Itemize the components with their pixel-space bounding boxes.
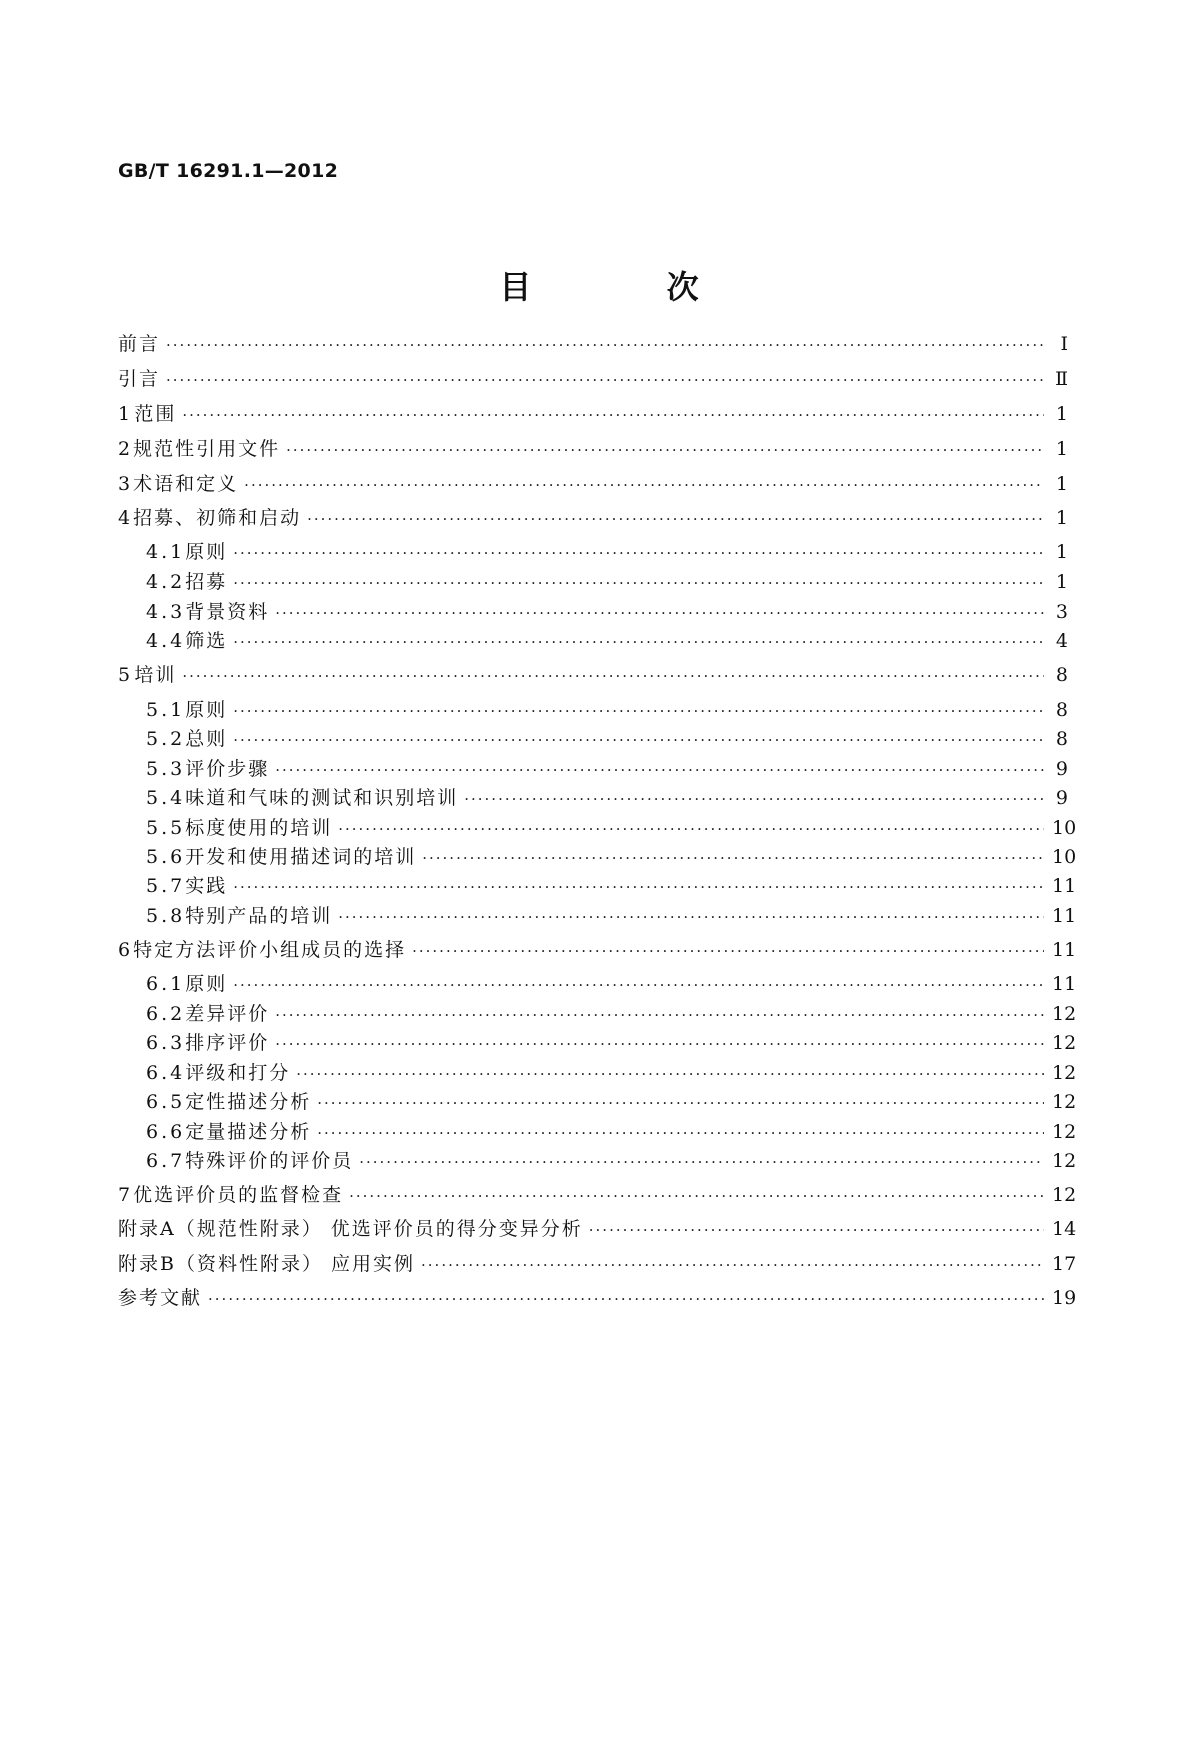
toc-entry[interactable] xyxy=(146,786,1068,811)
toc-entry-title: 引言 xyxy=(118,368,161,390)
toc-entry-page: 12 xyxy=(1052,1003,1077,1025)
dot-leader xyxy=(338,817,1044,841)
dot-leader xyxy=(296,1062,1044,1086)
dot-leader xyxy=(166,333,1044,357)
dot-leader xyxy=(275,1032,1044,1056)
toc-entry-number: 3 xyxy=(118,473,134,495)
toc-entry-title: 特别产品的培训 xyxy=(185,905,333,927)
toc-title: 目 次 xyxy=(499,268,761,306)
toc-entry-number: 6.4 xyxy=(146,1062,186,1084)
toc-entry[interactable] xyxy=(146,1120,1077,1145)
toc-entry-page: 8 xyxy=(1055,699,1068,721)
toc-entry-page: 1 xyxy=(1055,507,1068,529)
toc-entry[interactable] xyxy=(146,629,1068,654)
dot-leader xyxy=(412,939,1044,963)
toc-entry-number: 6.6 xyxy=(146,1121,186,1143)
dot-leader xyxy=(359,1150,1044,1174)
dot-leader xyxy=(589,1218,1044,1242)
toc-entry-title: 筛选 xyxy=(185,630,228,652)
toc-entry-number: 6.2 xyxy=(146,1003,186,1025)
dot-leader xyxy=(166,368,1044,392)
dot-leader xyxy=(208,1287,1044,1311)
toc-entry[interactable] xyxy=(146,570,1068,595)
dot-leader xyxy=(233,630,1044,654)
toc-entry-title: 原则 xyxy=(185,699,228,721)
toc-entry-title: 参考文献 xyxy=(118,1287,203,1309)
toc-entry-title: 味道和气味的测试和识别培训 xyxy=(185,787,459,809)
toc-entry-page: 1 xyxy=(1055,571,1068,593)
toc-entry-page: 12 xyxy=(1052,1121,1077,1143)
toc-entry[interactable] xyxy=(146,540,1068,565)
toc-entry-page: 12 xyxy=(1052,1091,1077,1113)
dot-leader xyxy=(307,507,1044,531)
toc-entry-title: 定量描述分析 xyxy=(185,1121,312,1143)
toc-entry-number: 5.5 xyxy=(146,817,186,839)
dot-leader xyxy=(275,1003,1044,1027)
toc-entry-title: 评级和打分 xyxy=(185,1062,291,1084)
toc-entry-title: 范围 xyxy=(134,403,177,425)
toc-entry-title: 总则 xyxy=(185,728,228,750)
dot-leader xyxy=(421,1253,1044,1277)
toc-entry[interactable] xyxy=(118,437,1068,462)
toc-entry-number: 5.7 xyxy=(146,875,186,897)
toc-entry-number: 6.3 xyxy=(146,1032,186,1054)
dot-leader xyxy=(275,601,1044,625)
toc-entry-number: 6 xyxy=(118,939,134,961)
toc-entry-page: 12 xyxy=(1052,1062,1077,1084)
toc-entry-page: 10 xyxy=(1052,817,1077,839)
toc-entry[interactable] xyxy=(118,1252,1077,1277)
toc-entry-page: 11 xyxy=(1052,939,1077,961)
toc-entry-title: 评价步骤 xyxy=(185,758,270,780)
toc-entry-number: 6.5 xyxy=(146,1091,186,1113)
toc-entry-number: 5.4 xyxy=(146,787,186,809)
toc-entry-title: 差异评价 xyxy=(185,1003,270,1025)
dot-leader xyxy=(233,973,1044,997)
toc-entry-number: 4 xyxy=(118,507,134,529)
toc-entry-page: 12 xyxy=(1052,1184,1077,1206)
toc-entry-number: 2 xyxy=(118,438,134,460)
toc-entry[interactable] xyxy=(146,600,1068,625)
toc-entry-page: Ⅰ xyxy=(1060,333,1068,355)
toc-entry-page: 12 xyxy=(1052,1032,1077,1054)
toc-entry-title: 标度使用的培训 xyxy=(185,817,333,839)
toc-entry-title: 招募 xyxy=(185,571,228,593)
toc-entry[interactable] xyxy=(146,1002,1077,1027)
toc-entry[interactable] xyxy=(118,472,1068,497)
toc-entry-page: 9 xyxy=(1055,787,1068,809)
toc-entry-number: 4.4 xyxy=(146,630,186,652)
toc-entry-number: 5 xyxy=(118,664,134,686)
toc-entry-title: 背景资料 xyxy=(185,601,270,623)
toc-entry-page: 1 xyxy=(1055,473,1068,495)
toc-entry-page: 14 xyxy=(1052,1218,1077,1240)
dot-leader xyxy=(317,1091,1044,1115)
toc-entry-title: 定性描述分析 xyxy=(185,1091,312,1113)
dot-leader xyxy=(182,403,1044,427)
toc-entry-number: 5.2 xyxy=(146,728,186,750)
toc-entry-page: 11 xyxy=(1052,875,1077,897)
toc-entry[interactable] xyxy=(146,1149,1077,1174)
toc-entry[interactable] xyxy=(118,332,1068,357)
toc-entry[interactable] xyxy=(146,757,1068,782)
toc-entry-number: 4.2 xyxy=(146,571,186,593)
toc-entry-page: 1 xyxy=(1055,438,1068,460)
dot-leader xyxy=(244,473,1044,497)
toc-entry[interactable] xyxy=(146,727,1068,752)
toc-entry-title: 特定方法评价小组成员的选择 xyxy=(133,939,407,961)
toc-entry-number: 5.3 xyxy=(146,758,186,780)
toc-entry-title: 附录B（资料性附录） 应用实例 xyxy=(118,1253,416,1275)
toc-entry-title: 实践 xyxy=(185,875,228,897)
toc-entry-number: 5.6 xyxy=(146,846,186,868)
dot-leader xyxy=(286,438,1044,462)
toc-entry-page: Ⅱ xyxy=(1055,368,1068,390)
toc-entry-page: 4 xyxy=(1055,630,1068,652)
dot-leader xyxy=(233,728,1044,752)
toc-entry[interactable] xyxy=(118,402,1068,427)
toc-entry-page: 8 xyxy=(1055,664,1068,686)
toc-entry[interactable] xyxy=(146,904,1077,929)
toc-entry-title: 特殊评价的评价员 xyxy=(185,1150,354,1172)
dot-leader xyxy=(422,846,1044,870)
toc-entry[interactable] xyxy=(118,1217,1077,1242)
document-code: GB/T 16291.1—2012 xyxy=(118,160,339,182)
toc-entry-number: 4.1 xyxy=(146,541,186,563)
toc-entry[interactable] xyxy=(118,367,1068,392)
toc-entry-number: 5.8 xyxy=(146,905,186,927)
toc-entry[interactable] xyxy=(118,1286,1077,1311)
toc-entry-title: 开发和使用描述词的培训 xyxy=(185,846,417,868)
toc-entry-page: 8 xyxy=(1055,728,1068,750)
toc-entry-page: 11 xyxy=(1052,905,1077,927)
toc-entry-page: 1 xyxy=(1055,541,1068,563)
toc-entry-number: 6.7 xyxy=(146,1150,186,1172)
toc-entry-page: 17 xyxy=(1052,1253,1077,1275)
toc-entry[interactable] xyxy=(146,845,1077,870)
toc-entry-page: 10 xyxy=(1052,846,1077,868)
toc-entry[interactable] xyxy=(118,663,1068,688)
toc-entry[interactable] xyxy=(146,1090,1077,1115)
toc-entry-page: 19 xyxy=(1052,1287,1077,1309)
dot-leader xyxy=(349,1184,1044,1208)
dot-leader xyxy=(317,1121,1044,1145)
toc-entry-page: 3 xyxy=(1055,601,1068,623)
toc-entry-title: 前言 xyxy=(118,333,161,355)
toc-entry-number: 5.1 xyxy=(146,699,186,721)
toc-entry[interactable] xyxy=(118,506,1068,531)
dot-leader xyxy=(233,541,1044,565)
toc-entry-title: 原则 xyxy=(185,541,228,563)
toc-entry[interactable] xyxy=(146,1061,1077,1086)
toc-entry[interactable] xyxy=(146,1031,1077,1056)
toc-entry-number: 4.3 xyxy=(146,601,186,623)
toc-entry-title: 培训 xyxy=(134,664,177,686)
dot-leader xyxy=(464,787,1044,811)
toc-entry-number: 7 xyxy=(118,1184,134,1206)
dot-leader xyxy=(233,699,1044,723)
toc-entry-number: 1 xyxy=(118,403,134,425)
dot-leader xyxy=(275,758,1044,782)
toc-entry-title: 规范性引用文件 xyxy=(133,438,281,460)
dot-leader xyxy=(338,905,1044,929)
toc-entry[interactable] xyxy=(118,938,1077,963)
dot-leader xyxy=(233,571,1044,595)
dot-leader xyxy=(233,875,1044,899)
toc-entry-page: 11 xyxy=(1052,973,1077,995)
toc-entry-page: 12 xyxy=(1052,1150,1077,1172)
toc-entry-title: 招募、初筛和启动 xyxy=(133,507,302,529)
toc-entry-title: 优选评价员的监督检查 xyxy=(133,1184,344,1206)
toc-entry-title: 术语和定义 xyxy=(133,473,239,495)
dot-leader xyxy=(182,664,1044,688)
toc-entry-title: 附录A（规范性附录） 优选评价员的得分变异分析 xyxy=(118,1218,583,1240)
toc-entry-title: 原则 xyxy=(185,973,228,995)
toc-entry[interactable] xyxy=(146,874,1077,899)
toc-entry[interactable] xyxy=(146,816,1077,841)
toc-entry-page: 1 xyxy=(1055,403,1068,425)
toc-entry[interactable] xyxy=(146,698,1068,723)
toc-entry-number: 6.1 xyxy=(146,973,186,995)
toc-entry-title: 排序评价 xyxy=(185,1032,270,1054)
toc-entry-page: 9 xyxy=(1055,758,1068,780)
toc-entry[interactable] xyxy=(146,972,1077,997)
toc-entry[interactable] xyxy=(118,1183,1077,1208)
